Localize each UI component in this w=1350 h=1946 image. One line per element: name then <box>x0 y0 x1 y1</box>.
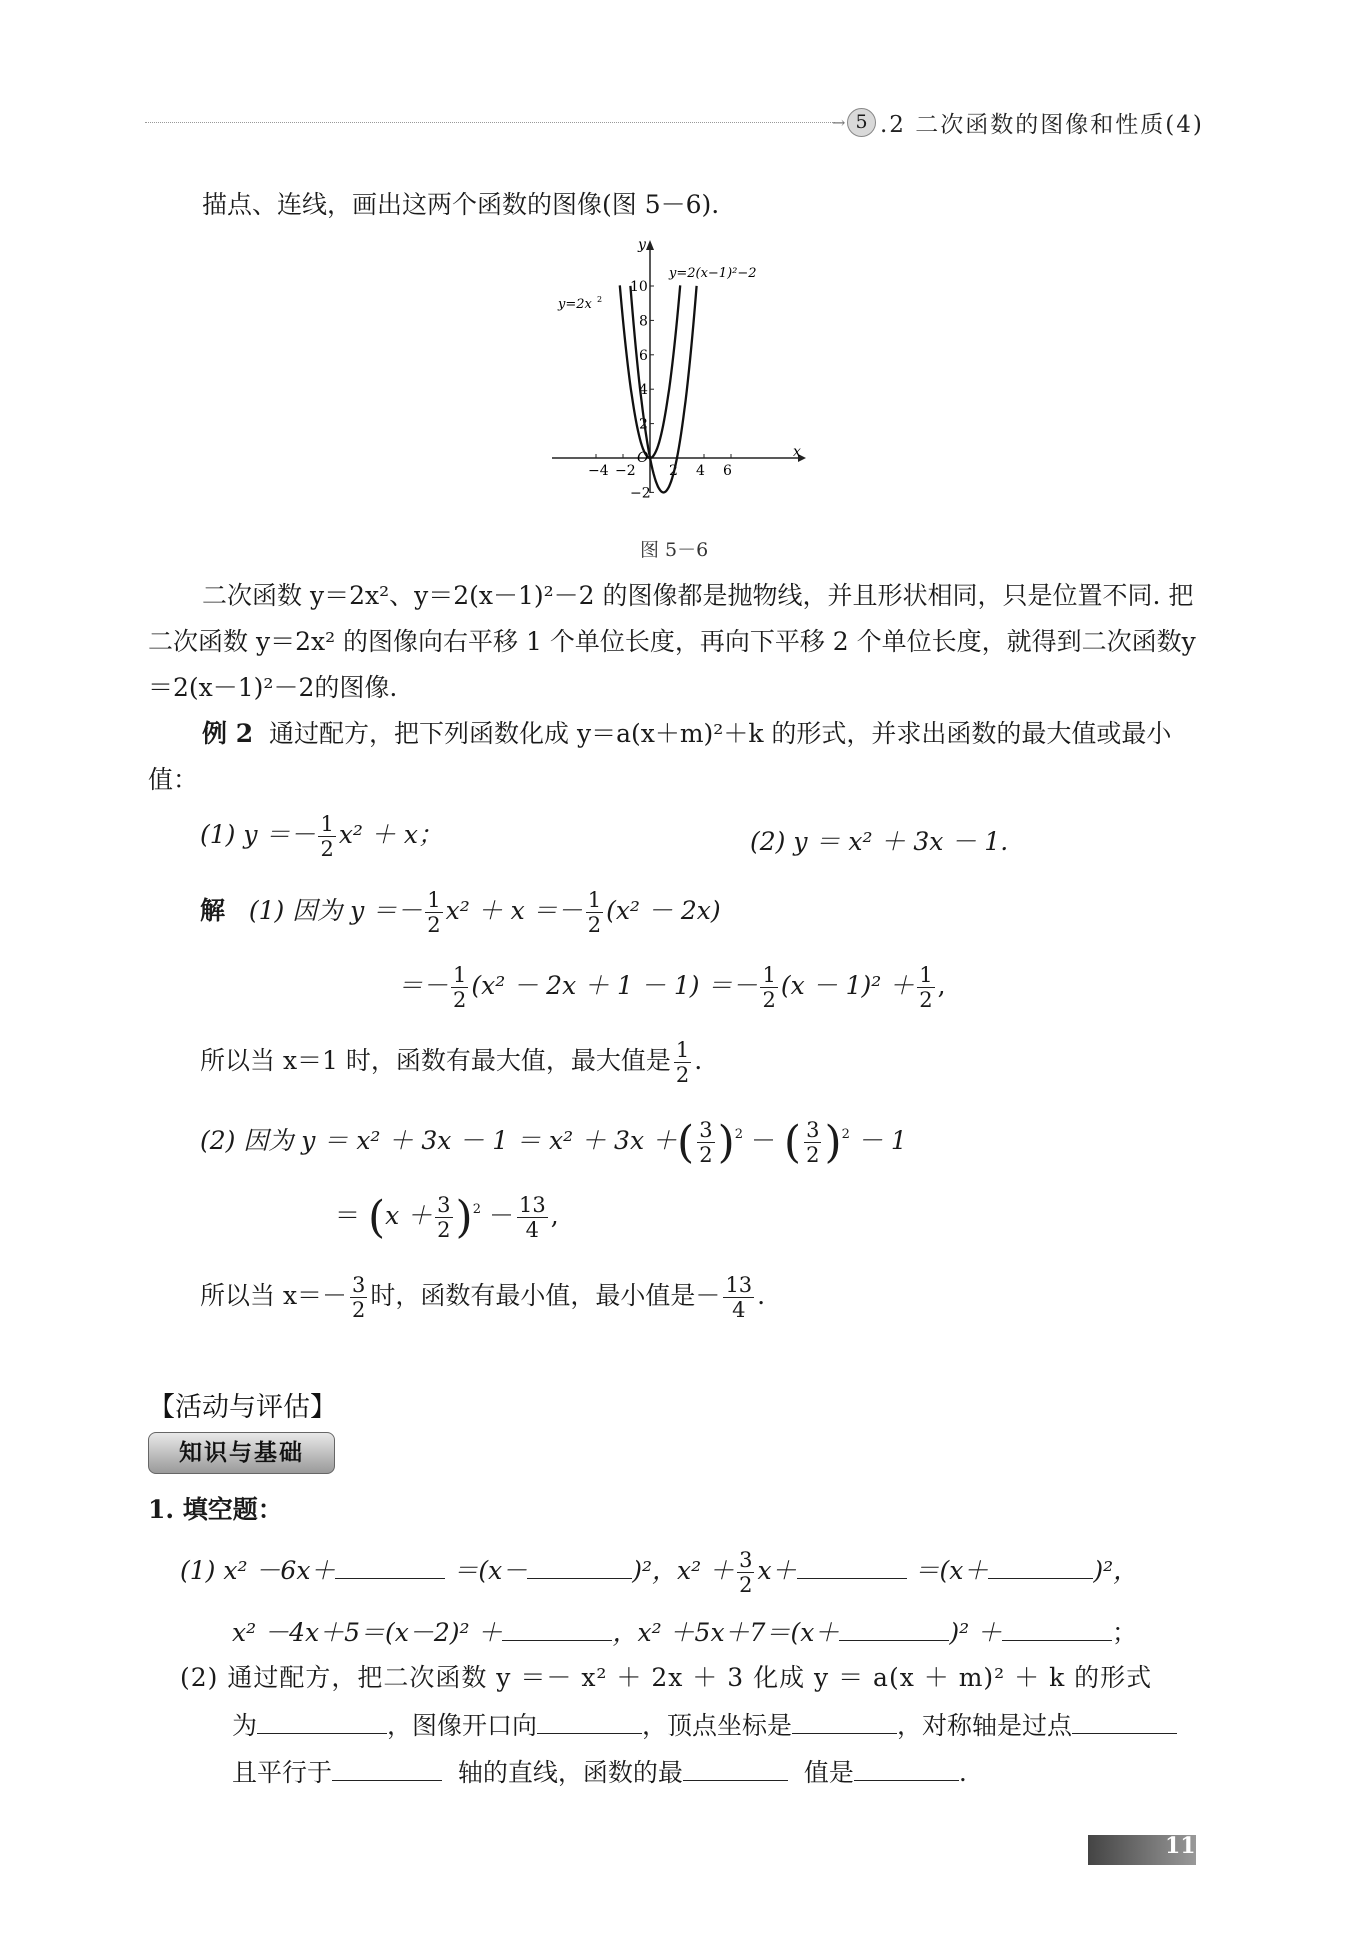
frac-num: 1 <box>320 812 334 836</box>
section-number-badge: 5 <box>847 108 876 137</box>
s2-conc-b: 时，函数有最小值，最小值是－ <box>370 1281 721 1310</box>
frac-den: 4 <box>525 1218 539 1242</box>
fill-line-4 <box>232 1705 1177 1742</box>
solution-part1-conclusion: 所以当 x＝1 时，函数有最大值，最大值是 $\frac{1}{2}$ . <box>200 1038 703 1087</box>
s2-conc-a: 所以当 x＝－ <box>200 1281 348 1310</box>
s1-c: (x² － 2x) <box>606 896 721 925</box>
y-tick-label: 2 <box>639 416 648 433</box>
x-tick-label: 2 <box>669 463 678 479</box>
fill-line-2 <box>232 1612 1137 1649</box>
l1-c: )²，x² ＋ <box>632 1556 735 1585</box>
l4-b: ，图像开口向 <box>387 1711 538 1740</box>
l4-d: ，对称轴是过点 <box>897 1711 1073 1740</box>
frac-den: 2 <box>427 913 441 937</box>
frac-num: 3 <box>806 1118 820 1142</box>
fraction-3-2 <box>737 1548 754 1597</box>
series-label-f1: y=2x <box>558 297 592 312</box>
s1-f: (x － 1)² ＋ <box>780 971 915 1000</box>
l2-d: ； <box>1112 1618 1138 1647</box>
x-tick-label: 4 <box>696 463 705 479</box>
y-tick-label: 4 <box>639 382 648 399</box>
blank-field[interactable] <box>332 1752 442 1781</box>
frac-num: 1 <box>919 963 933 987</box>
frac-den: 2 <box>739 1573 753 1597</box>
frac-den: 2 <box>919 988 933 1012</box>
y-axis-label: y <box>638 237 646 253</box>
explanation-paragraph: 二次函数 y＝2x²、y＝2(x－1)²－2 的图像都是抛物线，并且形状相同，只是位置不同. 把二次函数 y＝2x² 的图像向右平移 1 个单位长度，再向下平移 2 个单位长度，就得到二次函数y＝2(x－1)²－2的图像. <box>148 581 1196 702</box>
blank-field[interactable] <box>502 1612 612 1641</box>
fraction-3-2 <box>697 1118 714 1167</box>
intro-text: 描点、连线，画出这两个函数的图像(图 5－6). <box>202 190 720 219</box>
frac-den: 2 <box>352 1298 366 1322</box>
l2-a: x² －4x＋5＝(x－2)² ＋ <box>232 1618 503 1647</box>
figure-caption: 图 5－6 <box>640 539 709 561</box>
fill-line-3: (2) 通过配方，把二次函数 y ＝－ x² ＋ 2x ＋ 3 化成 y ＝ a(x ＋ m)² ＋ k 的形式 <box>180 1663 1153 1692</box>
l1-e: ＝(x＋ <box>914 1556 989 1585</box>
fraction-1-2 <box>674 1038 691 1087</box>
l4-a: 为 <box>232 1711 258 1740</box>
frac-den: 2 <box>437 1218 451 1242</box>
blank-field[interactable] <box>1072 1705 1177 1734</box>
s1-conc: 所以当 x＝1 时，函数有最大值，最大值是 <box>200 1046 671 1075</box>
s2-a: (2) 因为 y ＝ x² ＋ 3x － 1 ＝ x² ＋ 3x ＋ <box>200 1126 678 1155</box>
solution-part1-line1 <box>200 888 721 937</box>
frac-num: 13 <box>518 1193 546 1217</box>
x-tick-label: −4 <box>588 463 609 479</box>
y-tick-label: 10 <box>630 279 648 295</box>
frac-num: 1 <box>427 888 441 912</box>
y-tick-label: 8 <box>639 313 648 330</box>
frac-num: 13 <box>725 1273 753 1297</box>
l1-a: (1) x² －6x＋ <box>180 1556 336 1585</box>
frac-den: 2 <box>699 1143 713 1167</box>
l2-b: ，x² ＋5x＋7＝(x＋ <box>612 1618 840 1647</box>
y-tick-label: 6 <box>639 347 648 364</box>
solution-part1-line2: ＝－ $\frac{1}{2}$ (x² － 2x ＋ 1 － 1) ＝－ $\frac{1}{2}$ (x － 1)² ＋ $\frac{1}{2}$ , <box>398 963 946 1012</box>
question-1-title: 1. 填空题： <box>148 1495 283 1524</box>
fraction-1-2 <box>318 812 335 861</box>
blank-field[interactable] <box>1002 1612 1112 1641</box>
x-tick-label: −2 <box>615 463 636 479</box>
s1-b: x² ＋ x ＝－ <box>445 896 583 925</box>
page-number: 11 <box>1165 1833 1196 1859</box>
running-header: .2 二次函数的图像和性质(4) <box>880 112 1204 138</box>
fraction-1-2 <box>425 888 442 937</box>
blank-field[interactable] <box>839 1612 949 1641</box>
x-tick-label: 6 <box>723 463 732 479</box>
s1-d: ＝－ <box>398 971 449 1000</box>
l5-b: 轴的直线，函数的最 <box>457 1758 683 1787</box>
l5-a: 且平行于 <box>232 1758 333 1787</box>
blank-field[interactable] <box>537 1705 642 1734</box>
fraction-1-2 <box>917 963 934 1012</box>
frac-den: 2 <box>320 837 334 861</box>
l2-c: )² ＋ <box>949 1618 1003 1647</box>
s2-b: － 1 <box>857 1126 907 1155</box>
s1-e: (x² － 2x ＋ 1 － 1) ＝－ <box>471 971 758 1000</box>
x-axis-label: x <box>793 444 801 460</box>
blank-field[interactable] <box>335 1550 445 1579</box>
blank-field[interactable] <box>257 1705 387 1734</box>
frac-den: 2 <box>587 913 602 937</box>
solution-label: 解 <box>200 896 226 925</box>
s2-c: x ＋ <box>385 1201 433 1230</box>
knowledge-banner: 知识与基础 <box>148 1432 335 1474</box>
l1-b: ＝(x－ <box>453 1556 528 1585</box>
frac-den: 2 <box>762 988 776 1012</box>
arrow-icon: → <box>832 113 846 132</box>
y-tick-label: −2 <box>630 485 651 502</box>
fraction-13-4 <box>517 1193 548 1242</box>
q1-suffix: x² ＋ x； <box>338 820 443 849</box>
frac-den: 4 <box>732 1298 746 1322</box>
fraction-3-2 <box>350 1273 367 1322</box>
parabola-graph <box>540 235 810 505</box>
blank-field[interactable] <box>988 1550 1093 1579</box>
example-q1 <box>200 812 443 861</box>
label-superscript: 2 <box>597 295 603 304</box>
blank-field[interactable] <box>854 1752 959 1781</box>
frac-den: 2 <box>453 988 467 1012</box>
solution-part2-line1: (2) 因为 y ＝ x² ＋ 3x － 1 ＝ x² ＋ 3x ＋( $\frac{3}{2}$ )$^2$ － ( $\frac{3}{2}$ )$^2$ － 1 <box>200 1117 907 1168</box>
l1-f: )²， <box>1093 1556 1139 1585</box>
frac-den: 2 <box>806 1143 820 1167</box>
frac-num: 1 <box>675 1038 690 1062</box>
frac-num: 1 <box>453 963 467 987</box>
l1-d: x＋ <box>757 1556 797 1585</box>
frac-den: 2 <box>675 1063 690 1087</box>
frac-num: 1 <box>587 888 602 912</box>
fill-line-1 <box>180 1548 1138 1597</box>
blank-field[interactable] <box>683 1752 788 1781</box>
blank-field[interactable] <box>792 1705 897 1734</box>
l4-c: ，顶点坐标是 <box>642 1711 793 1740</box>
solution-part2-conclusion: 所以当 x＝－ $\frac{3}{2}$ 时，函数有最小值，最小值是－ $\frac{13}{4}$ . <box>200 1273 766 1322</box>
fraction-1-2 <box>451 963 468 1012</box>
example-text: 通过配方，把下列函数化成 y＝a(x＋m)²＋k 的形式，并求出函数的最大值或最小值： <box>148 719 1172 794</box>
s1-a: (1) 因为 y ＝－ <box>248 896 423 925</box>
origin-label: O <box>637 450 649 466</box>
fraction-1-2 <box>586 888 603 937</box>
header-rule <box>145 122 835 123</box>
frac-num: 3 <box>699 1118 713 1142</box>
y-axis-arrow <box>646 240 654 250</box>
blank-field[interactable] <box>527 1550 632 1579</box>
series-label-f2: y=2(x−1)²−2 <box>669 266 757 281</box>
example-q2: (2) y ＝ x² ＋ 3x － 1. <box>750 827 1009 856</box>
activity-title: 【活动与评估】 <box>148 1392 337 1423</box>
fraction-3-2 <box>804 1118 821 1167</box>
frac-num: 3 <box>437 1193 451 1217</box>
frac-num: 3 <box>739 1548 753 1572</box>
blank-field[interactable] <box>797 1550 907 1579</box>
example-label: 例 2 <box>202 719 254 748</box>
fraction-13-4 <box>723 1273 754 1322</box>
fraction-1-2 <box>760 963 777 1012</box>
solution-part2-line2: ＝ (x ＋ $\frac{3}{2}$ )$^2$ － $\frac{13}{4}$ , <box>335 1192 559 1243</box>
frac-num: 3 <box>352 1273 366 1297</box>
q1-prefix: (1) y ＝－ <box>200 820 316 849</box>
l5-d: . <box>958 1758 967 1787</box>
l5-c: 值是 <box>803 1758 854 1787</box>
fraction-3-2 <box>435 1193 452 1242</box>
frac-num: 1 <box>762 963 776 987</box>
fill-line-5 <box>232 1752 967 1789</box>
example-2 <box>148 711 1200 803</box>
